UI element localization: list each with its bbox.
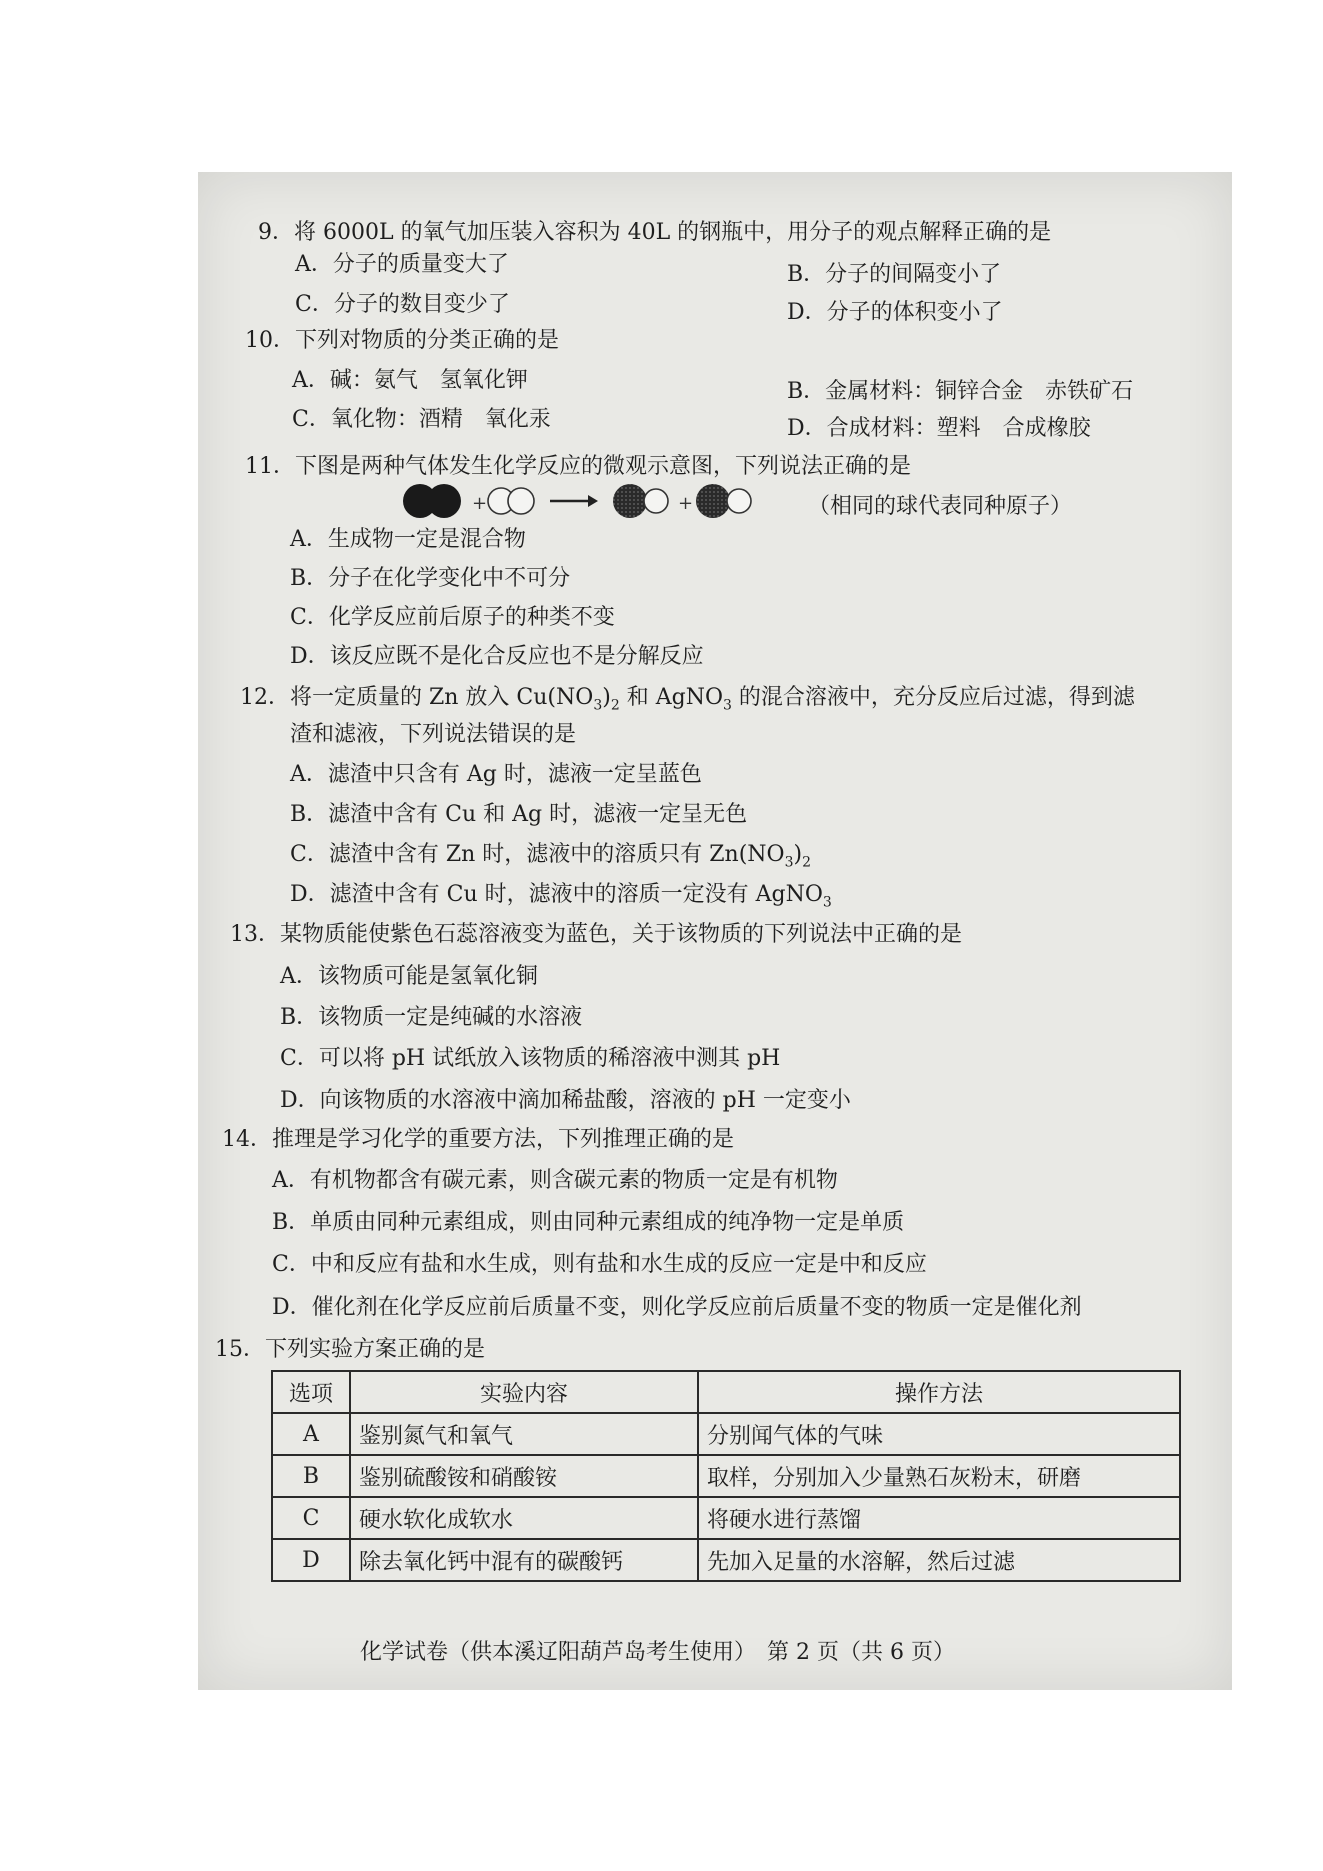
q9-option-b: B．分子的间隔变小了 — [787, 262, 1002, 287]
q13-option-d: D．向该物质的水溶液中滴加稀盐酸，溶液的 pH 一定变小 — [280, 1088, 851, 1113]
q10-option-b: B．金属材料：铜锌合金 赤铁矿石 — [787, 379, 1134, 404]
header-content: 实验内容 — [350, 1371, 698, 1413]
row-d-option: D — [272, 1539, 350, 1581]
row-a-method: 分别闻气体的气味 — [698, 1413, 1180, 1455]
q12-stem-line1: 12．将一定质量的 Zn 放入 $Cu(NO_3)_2$ 和 AgNO$_3$ 的混合溶液中，充分反应后过滤，得到滤 — [240, 685, 1135, 714]
q14-option-d: D．催化剂在化学反应前后质量不变，则化学反应前后质量不变的物质一定是催化剂 — [272, 1295, 1082, 1320]
q10-option-a: A．碱：氨气 氢氧化钾 — [292, 368, 528, 393]
row-a-option: A — [272, 1413, 350, 1455]
row-c-option: C — [272, 1497, 350, 1539]
reactant-white-molecule — [488, 488, 534, 514]
table-row — [272, 1497, 1180, 1539]
q11-option-c: C．化学反应前后原子的种类不变 — [290, 605, 615, 630]
q10-stem: 10．下列对物质的分类正确的是 — [245, 328, 559, 353]
table-header-row — [272, 1371, 1180, 1413]
q14-option-a: A．有机物都含有碳元素，则含碳元素的物质一定是有机物 — [272, 1168, 838, 1193]
q9-option-a: A．分子的质量变大了 — [295, 252, 509, 277]
q13-option-b: B．该物质一定是纯碱的水溶液 — [280, 1005, 583, 1030]
q12-option-b: B．滤渣中含有 Cu 和 Ag 时，滤液一定呈无色 — [290, 802, 748, 827]
q11-note: （相同的球代表同种原子） — [808, 494, 1073, 519]
q11-option-b: B．分子在化学变化中不可分 — [290, 566, 571, 591]
row-c-content: 硬水软化成软水 — [350, 1497, 698, 1539]
row-c-method: 将硬水进行蒸馏 — [698, 1497, 1180, 1539]
row-d-content: 除去氧化钙中混有的碳酸钙 — [350, 1539, 698, 1581]
product-molecule-2 — [696, 484, 751, 518]
table-row — [272, 1413, 1180, 1455]
reaction-diagram — [400, 478, 770, 524]
q13-stem: 13．某物质能使紫色石蕊溶液变为蓝色，关于该物质的下列说法中正确的是 — [230, 922, 962, 947]
q12-option-d: D．滤渣中含有 Cu 时，滤液中的溶质一定没有 AgNO$_3$ — [290, 882, 832, 911]
page-footer: 化学试卷（供本溪辽阳葫芦岛考生使用） 第 2 页（共 6 页） — [360, 1640, 955, 1665]
plus-sign: + — [472, 493, 488, 514]
q9-option-d: D．分子的体积变小了 — [787, 300, 1003, 325]
row-b-content: 鉴别硫酸铵和硝酸铵 — [350, 1455, 698, 1497]
product-molecule-1 — [613, 484, 668, 518]
q11-option-d: D．该反应既不是化合反应也不是分解反应 — [290, 644, 704, 669]
table-row — [272, 1539, 1180, 1581]
header-method: 操作方法 — [698, 1371, 1180, 1413]
q11-option-a: A．生成物一定是混合物 — [290, 527, 526, 552]
q12-option-c: C．滤渣中含有 Zn 时，滤液中的溶质只有 $Zn(NO_3)_2$ — [290, 842, 812, 871]
row-d-method: 先加入足量的水溶解，然后过滤 — [698, 1539, 1180, 1581]
table-row — [272, 1455, 1180, 1497]
plus-sign: + — [678, 493, 694, 514]
q14-option-c: C．中和反应有盐和水生成，则有盐和水生成的反应一定是中和反应 — [272, 1252, 927, 1277]
arrow-icon — [550, 495, 598, 507]
q12-stem-line2: 渣和滤液，下列说法错误的是 — [290, 722, 577, 747]
header-option: 选项 — [272, 1371, 350, 1413]
row-b-method: 取样，分别加入少量熟石灰粉末，研磨 — [698, 1455, 1180, 1497]
q14-option-b: B．单质由同种元素组成，则由同种元素组成的纯净物一定是单质 — [272, 1210, 905, 1235]
q13-option-a: A．该物质可能是氢氧化铜 — [280, 964, 538, 989]
reactant-dark-molecule — [403, 484, 461, 518]
row-b-option: B — [272, 1455, 350, 1497]
q13-option-c: C．可以将 pH 试纸放入该物质的稀溶液中测其 pH — [280, 1046, 781, 1071]
q11-stem: 11．下图是两种气体发生化学反应的微观示意图，下列说法正确的是 — [245, 454, 911, 479]
q12-option-a: A．滤渣中只含有 Ag 时，滤液一定呈蓝色 — [290, 762, 702, 787]
q10-option-d: D．合成材料：塑料 合成橡胶 — [787, 416, 1091, 441]
q15-stem: 15．下列实验方案正确的是 — [215, 1337, 485, 1362]
row-a-content: 鉴别氮气和氧气 — [350, 1413, 698, 1455]
q10-option-c: C．氧化物：酒精 氧化汞 — [292, 407, 551, 432]
experiment-table — [271, 1370, 1181, 1582]
q14-stem: 14．推理是学习化学的重要方法，下列推理正确的是 — [222, 1127, 734, 1152]
q9-option-c: C．分子的数目变少了 — [295, 292, 510, 317]
q9-stem: 9．将 6000L 的氧气加压装入容积为 40L 的钢瓶中，用分子的观点解释正确的是 — [258, 220, 1052, 245]
